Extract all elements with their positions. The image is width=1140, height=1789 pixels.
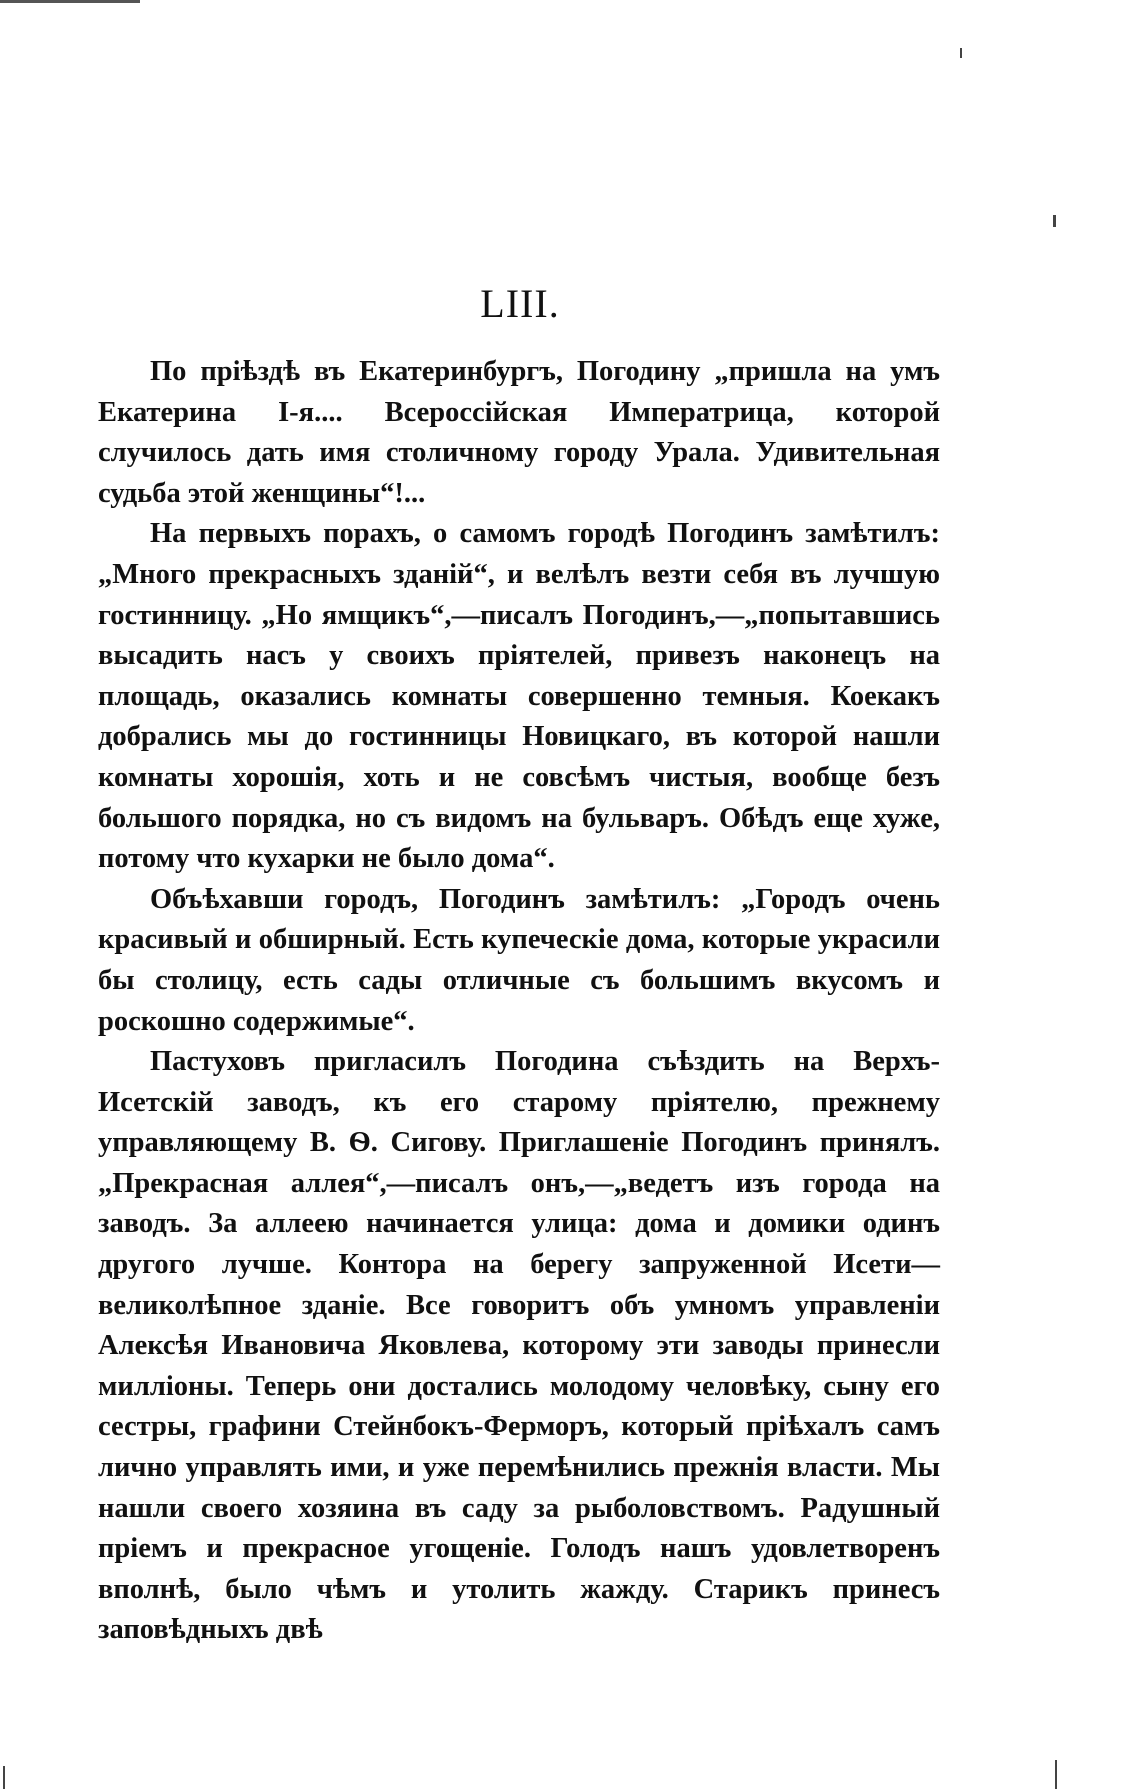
scan-mark-top-left [0, 0, 140, 3]
paragraph-4: Пастуховъ пригласилъ Погодина съѣздить на Верхъ-Исетскій заводъ, къ его старому пріятелю, прежнему управляющему В. Ѳ. Сигову. Приглашеніе Погодинъ принялъ. „Прекрасная аллея“,—писалъ онъ,—„ведетъ изъ города на заводъ. За аллеею начинается улица: дома и домики одинъ другого лучше. Контора на берегу запруженной Исети—великолѣпное зданіе. Все говоритъ объ умномъ управленіи Алексѣя Ивановича Яковлева, которому эти заводы принесли милліоны. Теперь они достались молодому человѣку, сыну его сестры, графини Стейнбокъ-Ферморъ, который пріѣхалъ самъ лично управлять ими, и уже перемѣнились прежнія власти. Мы нашли своего хозяина въ саду за рыболовствомъ. Радушный пріемъ и прекрасное угощеніе. Голодъ нашъ удовлетворенъ вполнѣ, было чѣмъ и утолить жажду. Старикъ принесъ заповѣдныхъ двѣ [98, 1046, 940, 1646]
scan-mark-bottom-left [3, 1766, 5, 1789]
paragraph-3: Объѣхавши городъ, Погодинъ замѣтилъ: „Городъ очень красивый и обширный. Есть купеческіе дома, которые украсили бы столицу, есть сады отличные съ большимъ вкусомъ и роскошно содержимые“. [98, 883, 940, 1037]
paragraph-1: По пріѣздѣ въ Екатеринбургъ, Погодину „пришла на умъ Екатерина I-я.... Всероссійская Императрица, которой случилось дать имя столичному городу Урала. Удивительная судьба этой женщины“!... [98, 356, 940, 509]
scan-mark-bottom-right [1055, 1760, 1057, 1789]
body-text [98, 352, 940, 1651]
paragraph-2: На первыхъ порахъ, о самомъ городѣ Погодинъ замѣтилъ: „Много прекрасныхъ зданій“, и велѣлъ везти себя въ лучшую гостинницу. „Но ямщикъ“,—писалъ Погодинъ,—„попытавшись высадить насъ у своихъ пріятелей, привезъ наконецъ на площадь, оказались комнаты совершенно темныя. Коекакъ добрались мы до гостинницы Новицкаго, въ которой нашли комнаты хорошія, хоть и не совсѣмъ чистыя, вообще безъ большого порядка, но съ видомъ на бульваръ. Обѣдъ еще хуже, потому что кухарки не было дома“. [98, 518, 940, 875]
scan-mark-right-top [960, 48, 962, 58]
scan-mark-right-mid [1053, 215, 1056, 227]
chapter-heading: LIII. [480, 281, 560, 326]
